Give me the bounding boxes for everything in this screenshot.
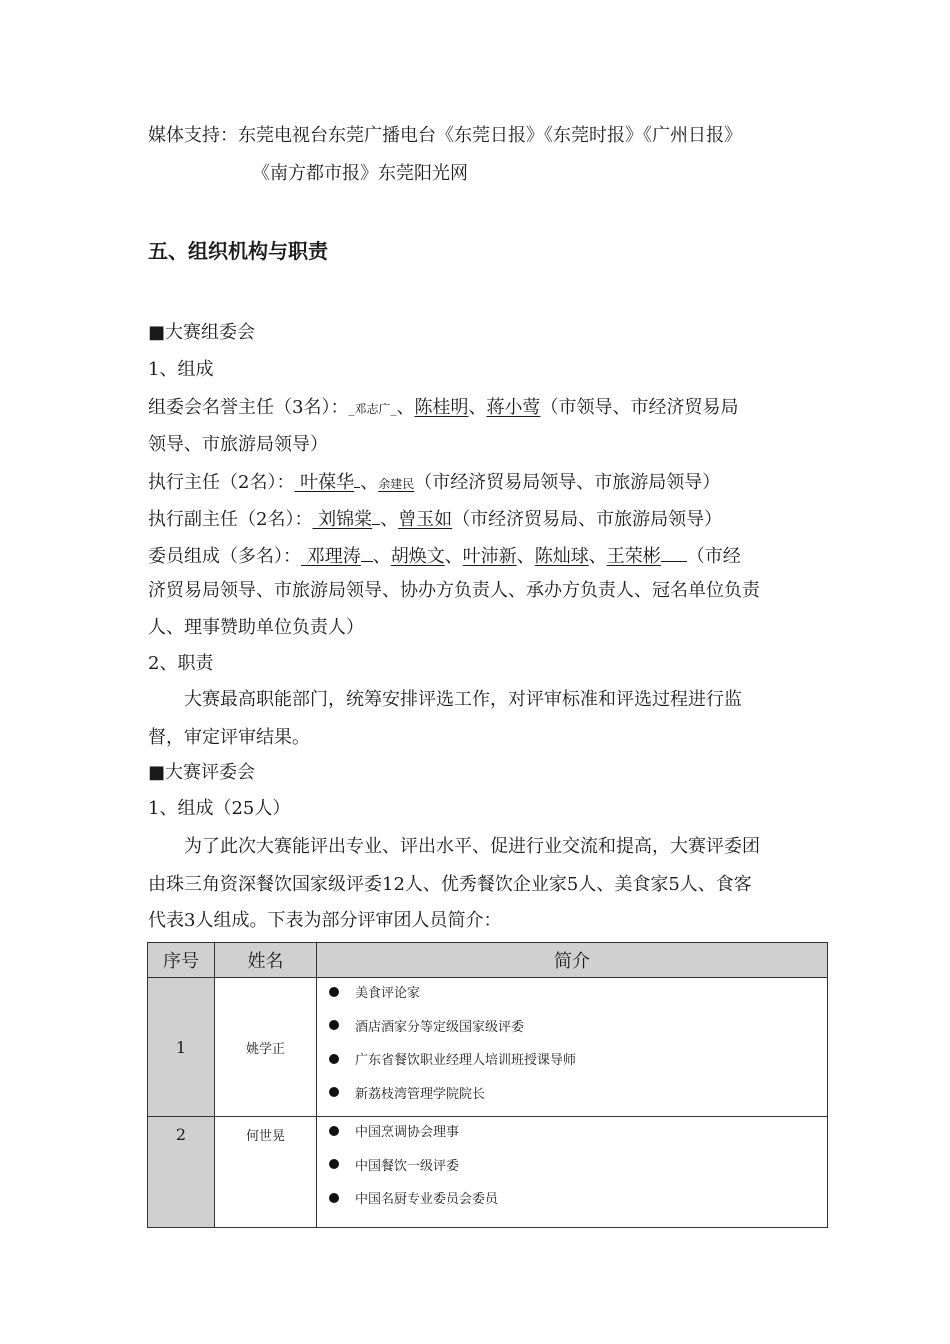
committee-duties-heading: 2、职责 (148, 653, 214, 674)
judges-table (147, 942, 828, 1228)
judge-name: 姚学正 (215, 978, 317, 1117)
separator: 、 (588, 546, 607, 567)
media-support-line: 媒体支持：东莞电视台东莞广播电台《东莞日报》《东莞时报》《广州日报》 (148, 125, 742, 146)
members-label: 委员组成（多名）： (148, 546, 301, 567)
honorary-name-3: 蒋小莺 (486, 397, 541, 418)
bullet-icon (329, 1193, 339, 1203)
jury-paragraph-line-2: 由珠三角资深餐饮国家级评委12人、优秀餐饮企业家5人、美食家5人、食客 (148, 874, 752, 895)
intro-text: 中国烹调协会理事 (355, 1125, 460, 1140)
intro-text: 广东省餐饮职业经理人培训班授课导师 (355, 1053, 577, 1068)
honorary-name-1: _邓志广_ (348, 402, 397, 416)
list-item (329, 982, 827, 1016)
row-number: 1 (148, 978, 215, 1117)
members-line (148, 543, 741, 569)
underline-blank (661, 543, 687, 562)
jury-title: ■大赛评委会 (148, 762, 256, 783)
members-note: （市经 (686, 546, 741, 567)
executive-label: 执行主任（2名）： (148, 472, 295, 493)
header-intro: 简介 (317, 943, 828, 978)
jury-paragraph-line-3: 代表3人组成。下表为部分评审团人员简介： (148, 910, 502, 931)
vice-label: 执行副主任（2名）： (148, 509, 313, 530)
header-name: 姓名 (215, 943, 317, 978)
honorary-label: 组委会名誉主任（3名）： (148, 397, 349, 418)
separator: 、 (380, 509, 399, 530)
member-name-5: 王荣彬 (606, 546, 661, 567)
list-item (329, 1049, 827, 1083)
vice-note: （市经济贸易局、市旅游局领导） (452, 509, 723, 530)
table-header-row (148, 943, 828, 978)
intro-text: 新荔枝湾管理学院院长 (355, 1086, 486, 1102)
intro-text: 中国名厨专业委员会委员 (355, 1192, 499, 1207)
media-support-line-continued: 《南方都市报》东莞阳光网 (252, 163, 468, 184)
vice-name-2: 曾玉如 (398, 509, 453, 530)
executive-note: （市经济贸易局领导、市旅游局领导） (414, 472, 721, 493)
judge-name: 何世晃 (215, 1117, 317, 1228)
list-item (329, 1121, 827, 1155)
separator: 、 (468, 397, 487, 418)
underline-blank (361, 543, 373, 562)
bullet-icon (329, 987, 339, 997)
member-name-4: 陈灿球 (534, 546, 589, 567)
intro-text: 中国餐饮一级评委 (355, 1158, 460, 1174)
honorary-note: （市领导、市经济贸易局 (540, 397, 739, 418)
bullet-icon (329, 1159, 339, 1169)
members-note-continued-1: 济贸易局领导、市旅游局领导、协办方负责人、承办方负责人、冠名单位负责 (148, 580, 760, 601)
members-note-continued-2: 人、理事赞助单位负责人） (148, 617, 364, 638)
separator: 、 (516, 546, 535, 567)
bullet-icon (329, 1126, 339, 1136)
table-row (148, 1117, 828, 1228)
intro-text: 美食评论家 (355, 986, 421, 1001)
member-name-3: 叶沛新 (462, 546, 517, 567)
jury-composition-heading: 1、组成（25人） (148, 798, 291, 819)
section-heading: 五、组织机构与职责 (148, 239, 328, 263)
vice-name-1: 刘锦棠 (312, 509, 373, 530)
list-item (329, 1155, 827, 1189)
list-item (329, 1188, 827, 1222)
separator: 、 (372, 546, 391, 567)
intro-text: 酒店酒家分等定级国家级评委 (355, 1019, 525, 1035)
honorary-note-continued: 领导、市旅游局领导） (148, 434, 328, 455)
list-item (329, 1016, 827, 1050)
executive-directors-line (148, 469, 720, 496)
separator: 、 (360, 472, 379, 493)
executive-name-1: 叶葆华 (294, 472, 355, 493)
separator: 、 (444, 546, 463, 567)
bullet-icon (329, 1020, 339, 1030)
header-number: 序号 (148, 943, 215, 978)
bullet-icon (329, 1087, 339, 1097)
committee-composition-heading: 1、组成 (148, 359, 214, 380)
separator: 、 (396, 397, 415, 418)
table-row (148, 978, 828, 1117)
list-item (329, 1083, 827, 1117)
honorary-name-2: 陈桂明 (414, 397, 469, 418)
judge-intro (317, 1117, 828, 1228)
judge-intro (317, 978, 828, 1117)
row-number: 2 (148, 1117, 215, 1228)
committee-duties-text-continued: 督，审定评审结果。 (148, 727, 310, 748)
underline-blank (372, 506, 380, 525)
jury-paragraph-line-1: 为了此次大赛能评出专业、评出水平、促进行业交流和提高，大赛评委团 (184, 836, 760, 857)
vice-directors-line (148, 506, 722, 532)
committee-title: ■大赛组委会 (148, 322, 256, 343)
committee-duties-text: 大赛最高职能部门，统筹安排评选工作，对评审标准和评选过程进行监 (184, 689, 742, 710)
executive-name-2: 余建民 (378, 477, 415, 491)
member-name-1: 邓理涛 (301, 546, 361, 567)
bullet-icon (329, 1054, 339, 1064)
honorary-directors-line (148, 396, 738, 421)
member-name-2: 胡焕文 (390, 546, 445, 567)
